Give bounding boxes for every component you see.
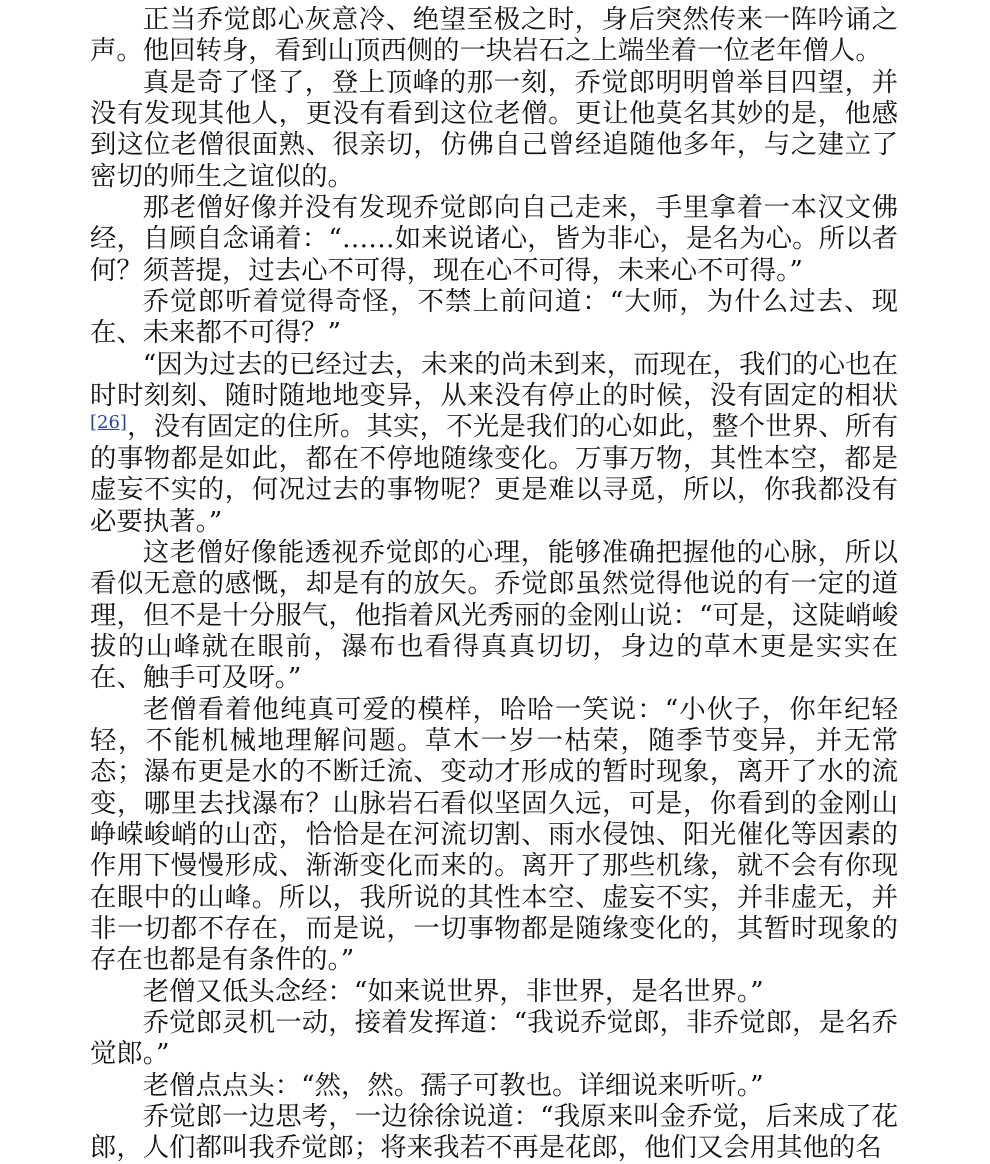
paragraph: 那老僧好像并没有发现乔觉郎向自己走来，手里拿着一本汉文佛经，自顾自念诵着：“……如来说诸心，皆为非心，是名为心。所以者何？须菩提，过去心不可得，现在心不可得，未来心不可得。”: [90, 192, 898, 286]
paragraph: 乔觉郎听着觉得奇怪，不禁上前问道：“大师，为什么过去、现在、未来都不可得？”: [90, 286, 898, 349]
paragraph: 乔觉郎一边思考，一边徐徐说道：“我原来叫金乔觉，后来成了花郎，人们都叫我乔觉郎；将来我若不再是花郎，他们又会用其他的名: [90, 1101, 898, 1164]
paragraph: 老僧点点头：“然，然。孺子可教也。详细说来听听。”: [142, 1069, 764, 1101]
footnote-link[interactable]: [26]: [90, 412, 127, 434]
paragraph: 正当乔觉郎心灰意冷、绝望至极之时，身后突然传来一阵吟诵之声。他回转身，看到山顶西侧的一块岩石之上端坐着一位老年僧人。: [90, 4, 898, 67]
paragraph-text: ，没有固定的住所。其实，不光是我们的心如此，整个世界、所有的事物都是如此，都在不停地随缘变化。万事万物，其性本空，都是虚妄不实的，何况过去的事物呢？更是难以寻觅，所以，你我都没有必要执著。”: [90, 411, 898, 537]
paragraph-text: “因为过去的已经过去，未来的尚未到来，而现在，我们的心也在时时刻刻、随时随地地变异，从来没有停止的时候，没有固定的相状: [90, 348, 898, 412]
paragraph: 老僧又低头念经：“如来说世界，非世界，是名世界。”: [142, 975, 764, 1007]
paragraph-with-footnote: [90, 349, 898, 537]
document-page: [90, 4, 898, 1164]
paragraph: 乔觉郎灵机一动，接着发挥道：“我说乔觉郎，非乔觉郎，是名乔觉郎。”: [90, 1007, 898, 1070]
paragraph: 老僧看着他纯真可爱的模样，哈哈一笑说：“小伙子，你年纪轻轻，不能机械地理解问题。草木一岁一枯荣，随季节变异，并无常态；瀑布更是水的不断迁流、变动才形成的暂时现象，离开了水的流变，哪里去找瀑布？山脉岩石看似坚固久远，可是，你看到的金刚山峥嵘峻峭的山峦，恰恰是在河流切割、雨水侵蚀、阳光催化等因素的作用下慢慢形成、渐渐变化而来的。离开了那些机缘，就不会有你现在眼中的山峰。所以，我所说的其性本空、虚妄不实，并非虚无，并非一切都不存在，而是说，一切事物都是随缘变化的，其暂时现象的存在也都是有条件的。”: [90, 693, 898, 976]
paragraph: 真是奇了怪了，登上顶峰的那一刻，乔觉郎明明曾举目四望，并没有发现其他人，更没有看到这位老僧。更让他莫名其妙的是，他感到这位老僧很面熟、很亲切，仿佛自己曾经追随他多年，与之建立了密切的师生之谊似的。: [90, 66, 898, 192]
paragraph: 这老僧好像能透视乔觉郎的心理，能够准确把握他的心脉，所以看似无意的感慨，却是有的放矢。乔觉郎虽然觉得他说的有一定的道理，但不是十分服气，他指着风光秀丽的金刚山说：“可是，这陡峭峻拔的山峰就在眼前，瀑布也看得真真切切，身边的草木更是实实在在、触手可及呀。”: [90, 536, 898, 694]
